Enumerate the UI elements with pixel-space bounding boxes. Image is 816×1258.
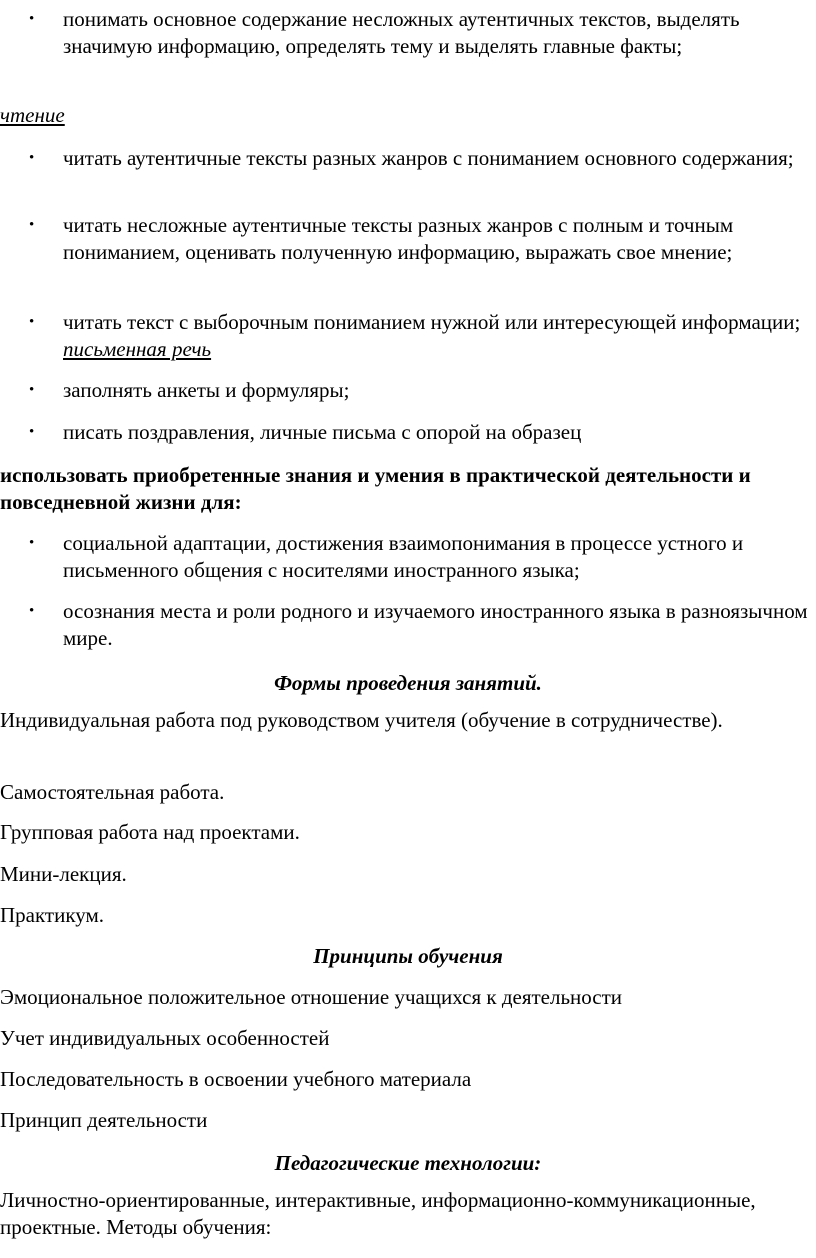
bullet-item-read-full-understanding: • читать несложные аутентичные тексты разных жанров с полным и точным пониманием, оценивать полученную информацию, выражать свое мнение;	[63, 212, 808, 266]
section-label-reading: чтение	[0, 103, 65, 127]
technologies-paragraph: Личностно-ориентированные, интерактивные, информационно-коммуникационные, проектные. Методы обучения:	[0, 1188, 756, 1239]
principles-paragraph-individual: Учет индивидуальных особенностей	[0, 1026, 330, 1050]
forms-paragraph-group-work: Групповая работа над проектами.	[0, 820, 300, 844]
forms-paragraph-individual-work: Индивидуальная работа под руководством учителя (обучение в сотрудничестве).	[0, 708, 723, 732]
forms-paragraph-self-work: Самостоятельная работа.	[0, 780, 225, 804]
bullet-item-read-main-content: • читать аутентичные тексты разных жанров с пониманием основного содержания;	[63, 145, 808, 172]
bullet-item-language-role: • осознания места и роли родного и изучаемого иностранного языка в разноязычном мире.	[63, 598, 808, 652]
heading-principles: Принципы обучения	[313, 944, 503, 968]
principles-paragraph-sequence: Последовательность в освоении учебного материала	[0, 1067, 472, 1091]
principles-paragraph-emotional: Эмоциональное положительное отношение учащихся к деятельности	[0, 985, 623, 1009]
principles-paragraph-activity: Принцип деятельности	[0, 1108, 208, 1132]
bullet-item-fill-forms: • заполнять анкеты и формуляры;	[63, 377, 808, 404]
practical-use-intro: использовать приобретенные знания и умения в практической деятельности и повседневной жизни для:	[0, 463, 751, 514]
forms-paragraph-mini-lecture: Мини-лекция.	[0, 862, 127, 886]
bullet-item-understand-main-content: • понимать основное содержание несложных аутентичных текстов, выделять значимую информацию, определять тему и выделять главные факты;	[63, 6, 808, 60]
bullet-item-social-adaptation: • социальной адаптации, достижения взаимопонимания в процессе устного и письменного общения с носителями иностранного языка;	[63, 530, 808, 584]
bullet-item-read-selective	[63, 309, 808, 363]
section-label-writing: письменная речь	[63, 337, 212, 361]
bullet-item-read-selective-text: читать текст с выборочным пониманием нужной или интересующей информации;	[63, 310, 801, 334]
forms-paragraph-practicum: Практикум.	[0, 903, 104, 927]
bullet-item-write-greetings: • писать поздравления, личные письма с опорой на образец	[63, 419, 808, 446]
heading-forms: Формы проведения занятий.	[274, 671, 542, 695]
heading-technologies: Педагогические технологии:	[274, 1151, 542, 1175]
